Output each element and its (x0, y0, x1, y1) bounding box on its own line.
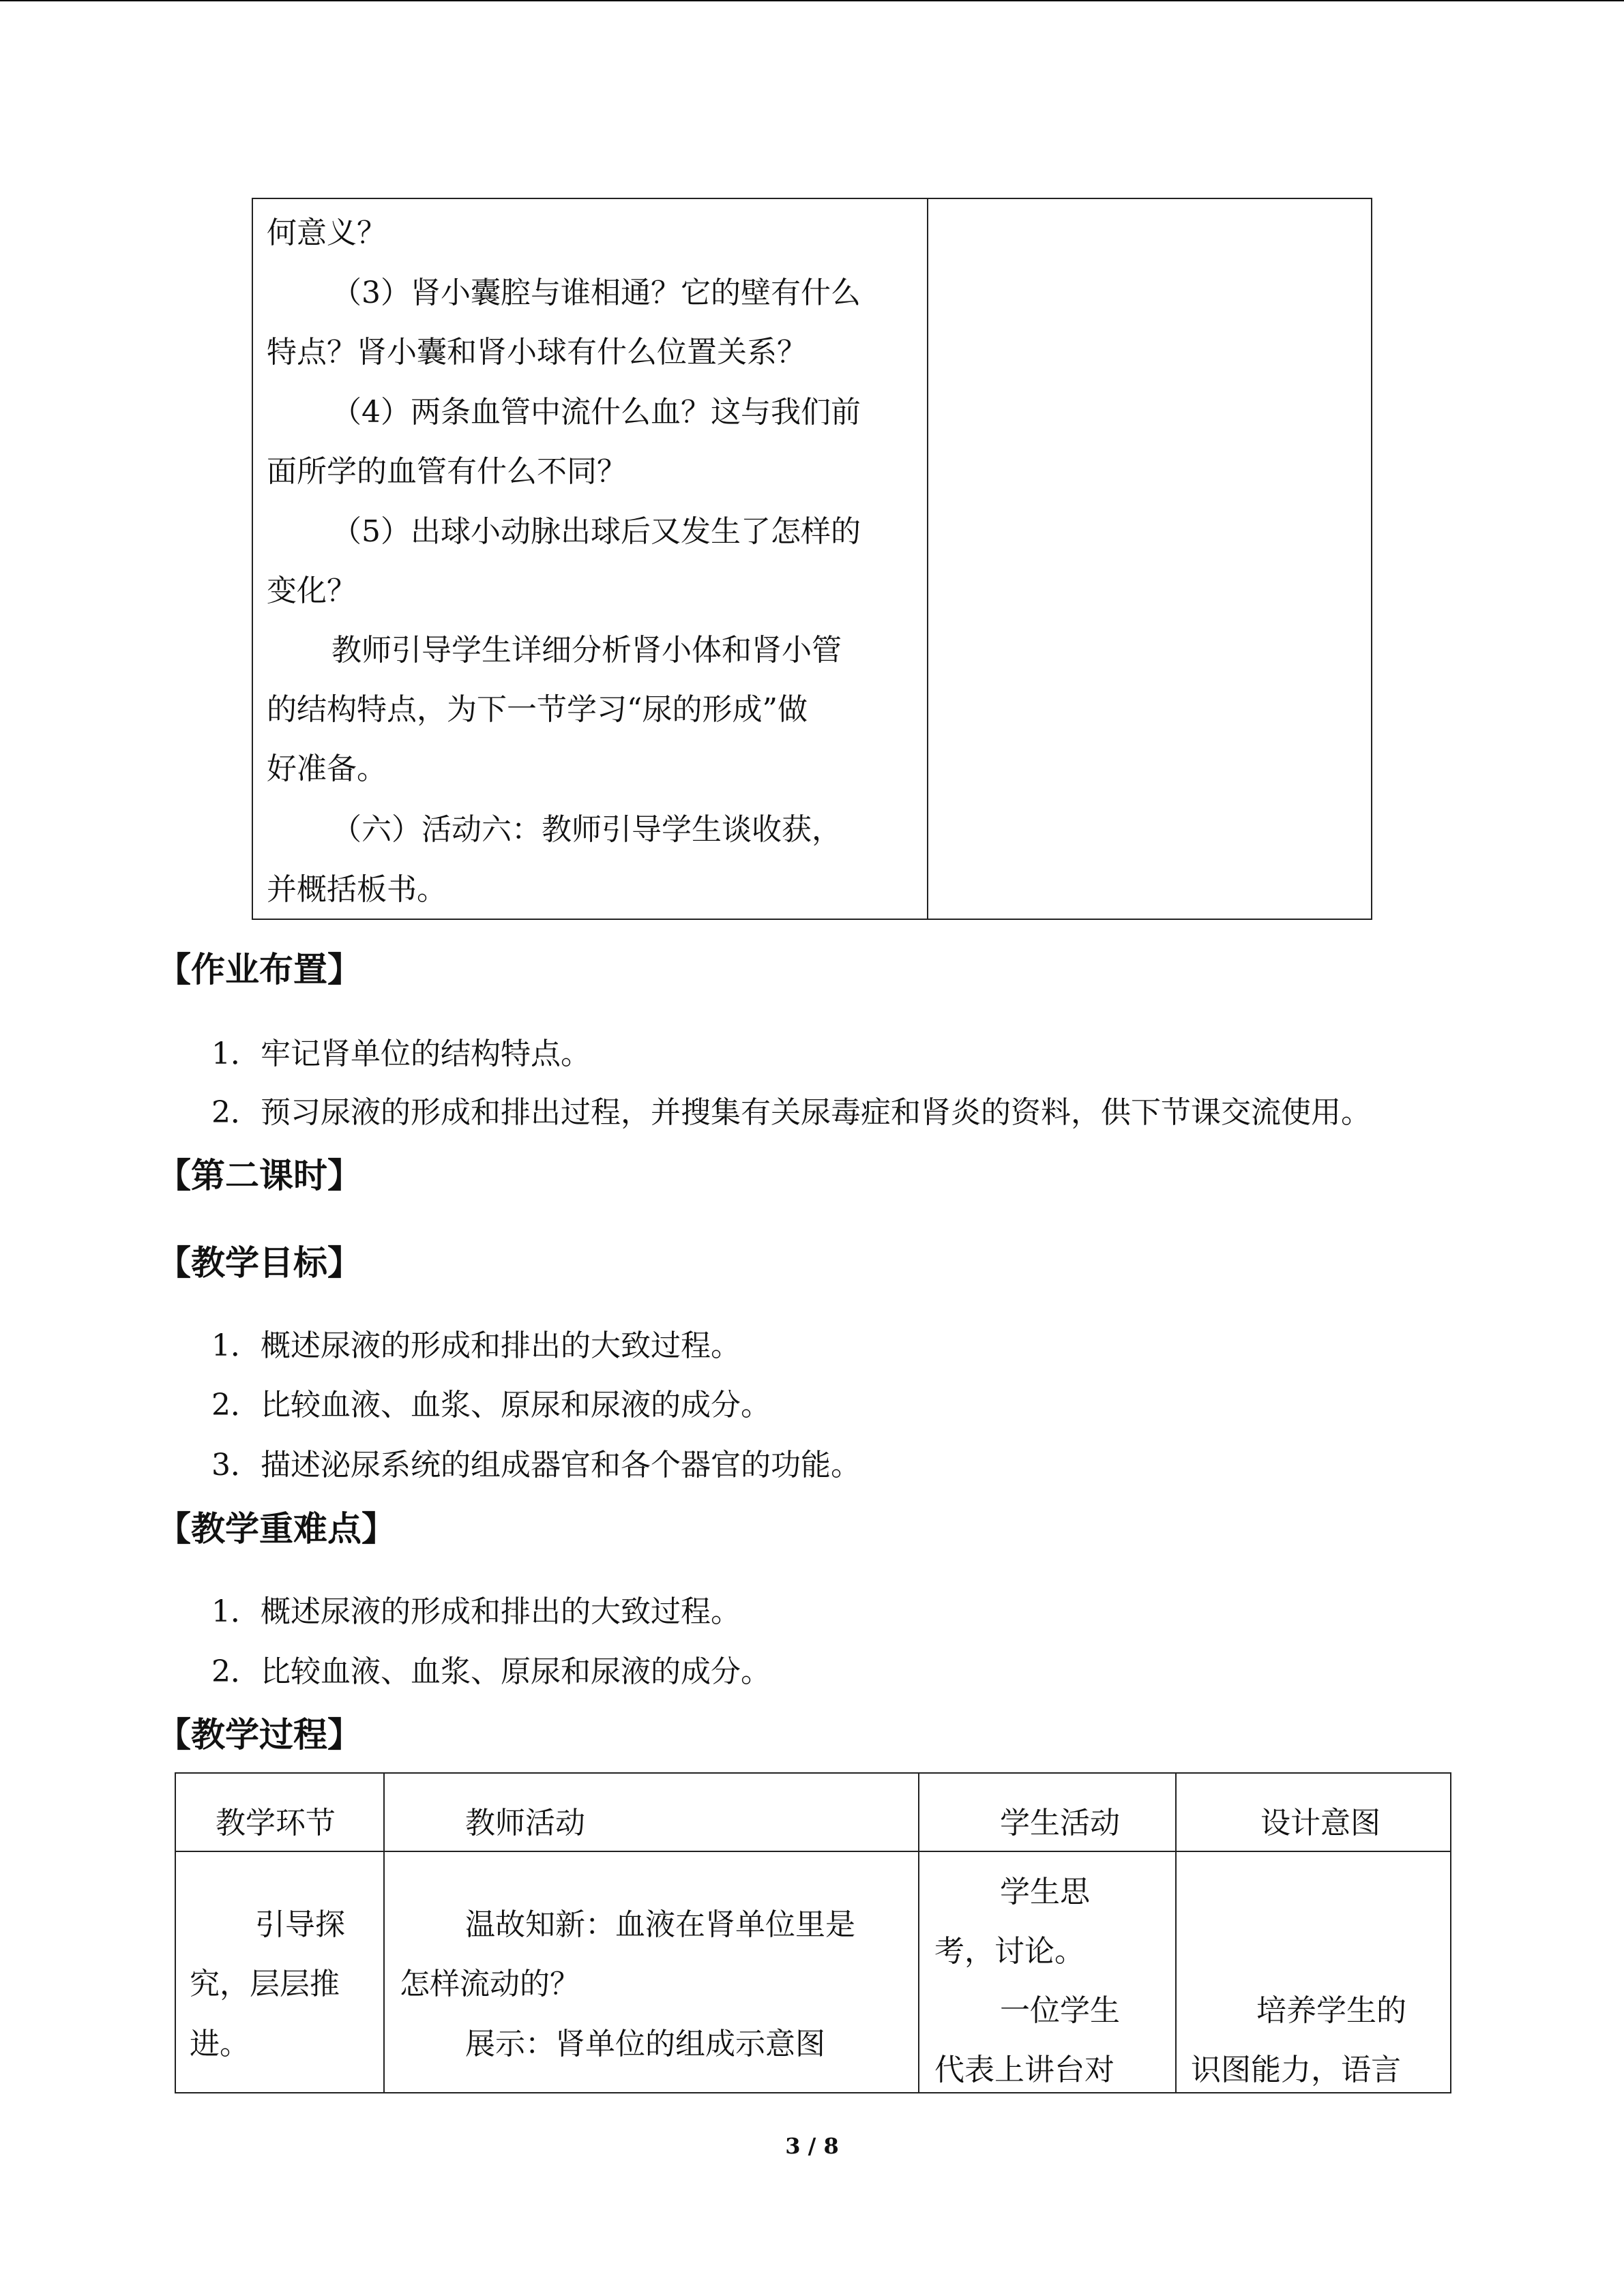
cont-line: 面所学的血管有什么不同？ (267, 454, 627, 489)
cont-line: 好准备。 (267, 751, 387, 786)
cont-line: 何意义？ (267, 215, 387, 250)
cont-line: 教师引导学生详细分析肾小体和肾小管 (331, 633, 842, 668)
cont-line: 并概括板书。 (267, 872, 447, 907)
objective-item: 3．描述泌尿系统的组成器官和各个器官的功能。 (211, 1448, 861, 1482)
cont-line: （3）肾小囊腔与谁相通？它的壁有什么 (331, 275, 861, 310)
teacher-line: 怎样流动的？ (400, 1967, 580, 2001)
key-point-item: 2．比较血液、血浆、原尿和尿液的成分。 (211, 1654, 771, 1689)
student-line: 考，讨论。 (934, 1934, 1084, 1969)
objectives-heading: 【教学目标】 (157, 1243, 361, 1283)
cont-line: 特点？肾小囊和肾小球有什么位置关系？ (267, 335, 807, 370)
homework-item: 2．预习尿液的形成和排出过程，并搜集有关尿毒症和肾炎的资料，供下节课交流使用。 (211, 1095, 1371, 1130)
header-student: 学生活动 (1000, 1806, 1120, 1840)
cont-line: （4）两条血管中流什么血？这与我们前 (331, 395, 861, 430)
header-stage: 教学环节 (216, 1806, 336, 1840)
key-point-item: 1．概述尿液的形成和排出的大致过程。 (211, 1594, 741, 1629)
objective-item: 1．概述尿液的形成和排出的大致过程。 (211, 1328, 741, 1363)
header-teacher: 教师活动 (465, 1806, 585, 1840)
stage-line: 进。 (190, 2027, 250, 2061)
student-line: 一位学生 (1000, 1993, 1120, 2028)
process-table (175, 1772, 1451, 2093)
homework-item: 1．牢记肾单位的结构特点。 (211, 1037, 591, 1071)
continuation-right-cell (928, 199, 1371, 919)
cont-line: 变化？ (267, 573, 357, 608)
teacher-line: 展示：肾单位的组成示意图 (465, 2027, 825, 2061)
process-heading: 【教学过程】 (157, 1715, 361, 1755)
stage-line: 引导探 (255, 1907, 345, 1942)
continuation-left-cell (253, 199, 928, 919)
student-line: 学生思 (1000, 1875, 1090, 1909)
column-divider (1175, 1774, 1177, 2092)
column-divider (383, 1774, 385, 2092)
second-lesson-heading: 【第二课时】 (157, 1156, 361, 1195)
key-points-heading: 【教学重难点】 (157, 1509, 396, 1549)
column-divider (918, 1774, 919, 2092)
continuation-table (252, 198, 1372, 920)
cont-line: 的结构特点，为下一节学习“尿的形成”做 (267, 692, 808, 727)
header-divider (176, 1851, 1450, 1852)
objective-item: 2．比较血液、血浆、原尿和尿液的成分。 (211, 1388, 771, 1422)
page-number: 3 / 8 (785, 2133, 839, 2159)
stage-line: 究，层层推 (190, 1967, 340, 2001)
student-line: 代表上讲台对 (934, 2053, 1114, 2087)
cont-line: （六）活动六：教师引导学生谈收获， (331, 812, 842, 847)
intent-line: 培养学生的 (1256, 1993, 1406, 2028)
cont-line: （5）出球小动脉出球后又发生了怎样的 (331, 514, 861, 549)
header-intent: 设计意图 (1260, 1806, 1381, 1840)
intent-line: 识图能力，语言 (1191, 2053, 1401, 2087)
homework-heading: 【作业布置】 (157, 950, 361, 989)
teacher-line: 温故知新：血液在肾单位里是 (465, 1907, 855, 1942)
